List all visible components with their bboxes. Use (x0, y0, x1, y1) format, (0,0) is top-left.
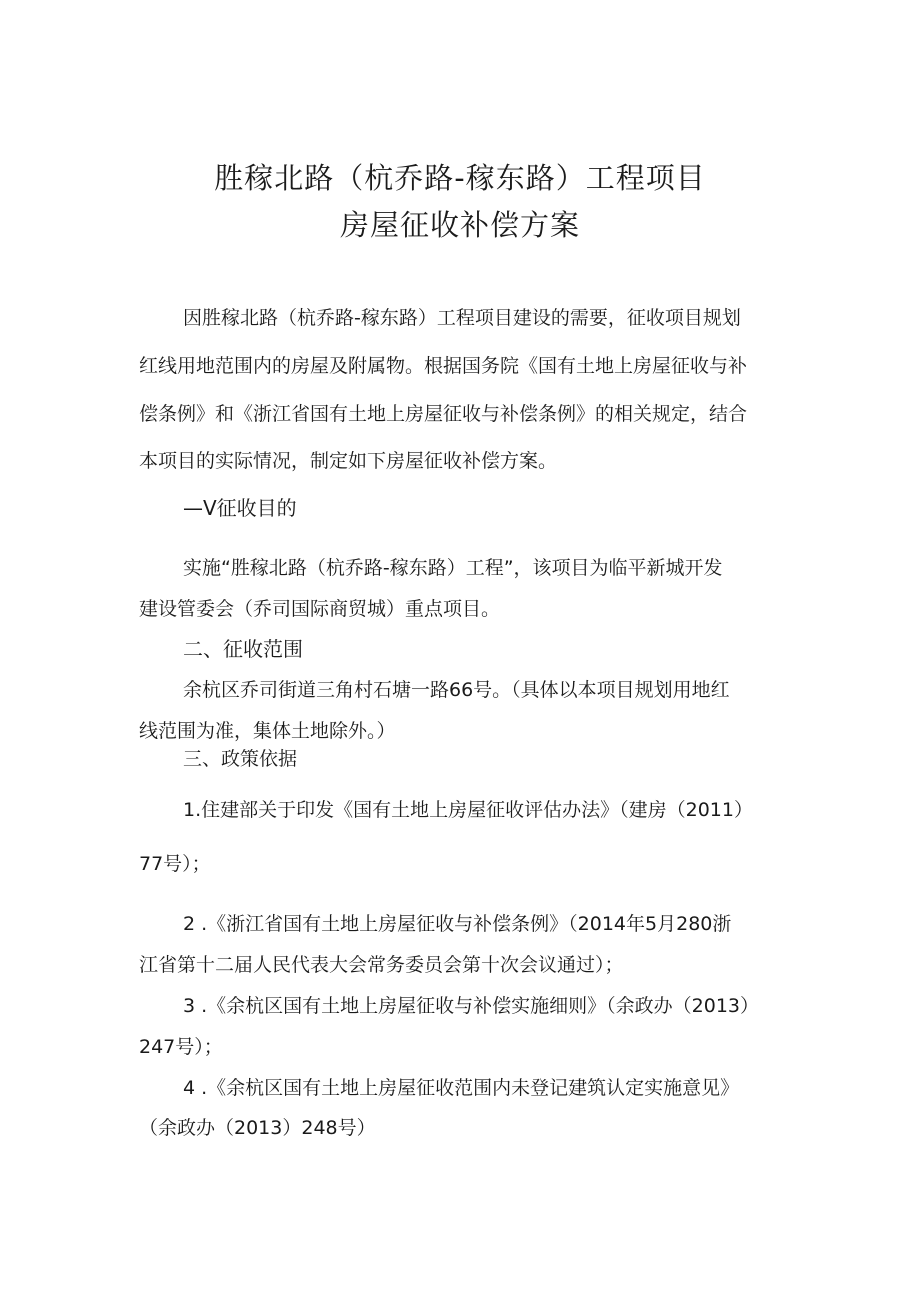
section-1-body-line: 建设管委会（乔司国际商贸城）重点项目。 (139, 598, 501, 620)
policy-item-line: 2 .《浙江省国有土地上房屋征收与补偿条例》（2014年5月280浙 (183, 913, 732, 935)
section-2-heading: 二、征收范围 (183, 637, 303, 661)
policy-item-line: 247号）； (139, 1036, 223, 1058)
document-title-line-2: 房屋征收补偿方案 (339, 208, 580, 242)
policy-item-line: 77号）； (139, 853, 211, 875)
document-title-line-1: 胜稼北路（杭乔路-稼东路）工程项目 (214, 161, 706, 195)
policy-item-line: 4 .《余杭区国有土地上房屋征收范围内未登记建筑认定实施意见》 (183, 1077, 740, 1099)
section-2-body-line: 余杭区乔司街道三角村石塘一路66号。（具体以本项目规划用地红 (183, 679, 730, 701)
intro-line: 红线用地范围内的房屋及附属物。根据国务院《国有土地上房屋征收与补 (139, 355, 748, 377)
section-3-heading: 三、政策依据 (183, 748, 298, 770)
section-1-body-line: 实施“胜稼北路（杭乔路-稼东路）工程”，该项目为临平新城开发 (183, 557, 723, 579)
section-1-heading: —V征收目的 (183, 496, 297, 520)
section-2-body-line: 线范围为准，集体土地除外。） (139, 720, 396, 742)
intro-line: 偿条例》和《浙江省国有土地上房屋征收与补偿条例》的相关规定，结合 (139, 403, 748, 425)
policy-item-line: （余政办（2013）248号） (139, 1117, 376, 1139)
intro-line: 本项目的实际情况，制定如下房屋征收补偿方案。 (139, 450, 558, 472)
intro-line: 因胜稼北路（杭乔路-稼东路）工程项目建设的需要，征收项目规划 (183, 307, 741, 329)
policy-item-line: 江省第十二届人民代表大会常务委员会第十次会议通过）； (139, 954, 624, 976)
policy-item-line: 1.住建部关于印发《国有土地上房屋征收评估办法》（建房（2011） (183, 799, 753, 821)
policy-item-line: 3 .《余杭区国有土地上房屋征收与补偿实施细则》（余政办（2013） (183, 995, 760, 1017)
